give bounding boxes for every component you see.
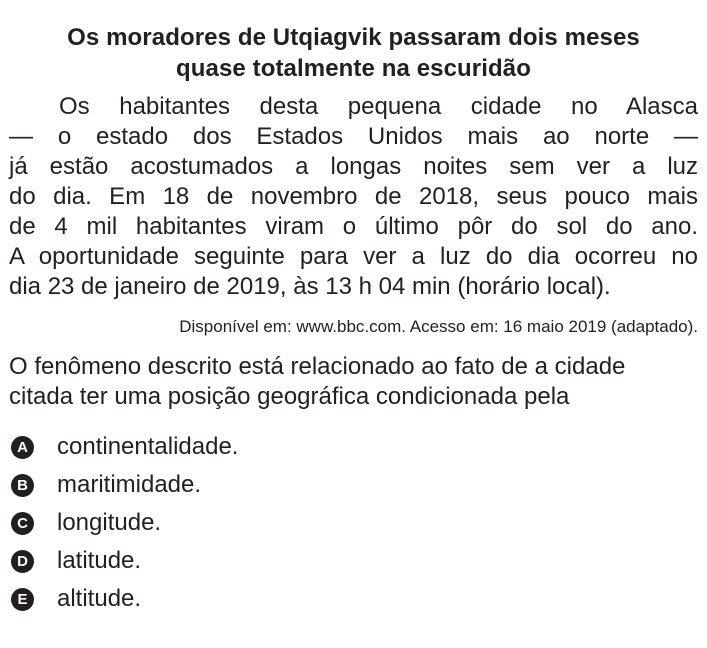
text-line-2: — o estado dos Estados Unidos mais ao norte — [9, 123, 698, 150]
text-line-6: A oportunidade seguinte para ver a luz do dia ocorreu no [9, 243, 698, 270]
option-d-letter-icon: D [11, 550, 34, 573]
option-d-text: latitude. [57, 547, 142, 574]
text-line-1: Os habitantes desta pequena cidade no Alasca [59, 93, 698, 120]
question-stem [9, 352, 698, 412]
title-line-2: quase totalmente na escuridão [175, 55, 531, 82]
option-e-text: altitude. [57, 585, 142, 612]
option-c-text: longitude. [57, 509, 162, 536]
answer-options [9, 428, 698, 618]
option-c-letter-icon: C [11, 512, 34, 535]
source-citation: Disponível em: www.bbc.com. Acesso em: 16 maio 2019 (adaptado). [179, 317, 698, 336]
option-b[interactable] [9, 466, 698, 504]
option-a[interactable] [9, 428, 698, 466]
text-title [9, 22, 698, 84]
option-e[interactable] [9, 580, 698, 618]
text-line-3: já estão acostumados a longas noites sem ver a luz [9, 153, 698, 180]
text-line-7: dia 23 de janeiro de 2019, às 13 h 04 min (horário local). [9, 273, 611, 300]
title-line-1: Os moradores de Utqiagvik passaram dois meses [67, 24, 640, 51]
question-line-1: O fenômeno descrito está relacionado ao fato de a cidade [9, 353, 626, 380]
support-text [9, 92, 698, 302]
option-c[interactable] [9, 504, 698, 542]
option-b-letter-icon: B [11, 474, 34, 497]
option-a-text: continentalidade. [57, 433, 239, 460]
option-d[interactable] [9, 542, 698, 580]
question-line-2: citada ter uma posição geográfica condicionada pela [9, 383, 570, 410]
text-line-5: de 4 mil habitantes viram o último pôr do sol do ano. [9, 213, 698, 240]
option-e-letter-icon: E [11, 588, 34, 611]
text-line-4: do dia. Em 18 de novembro de 2018, seus pouco mais [9, 183, 698, 210]
option-a-letter-icon: A [11, 436, 34, 459]
option-b-text: maritimidade. [57, 471, 202, 498]
